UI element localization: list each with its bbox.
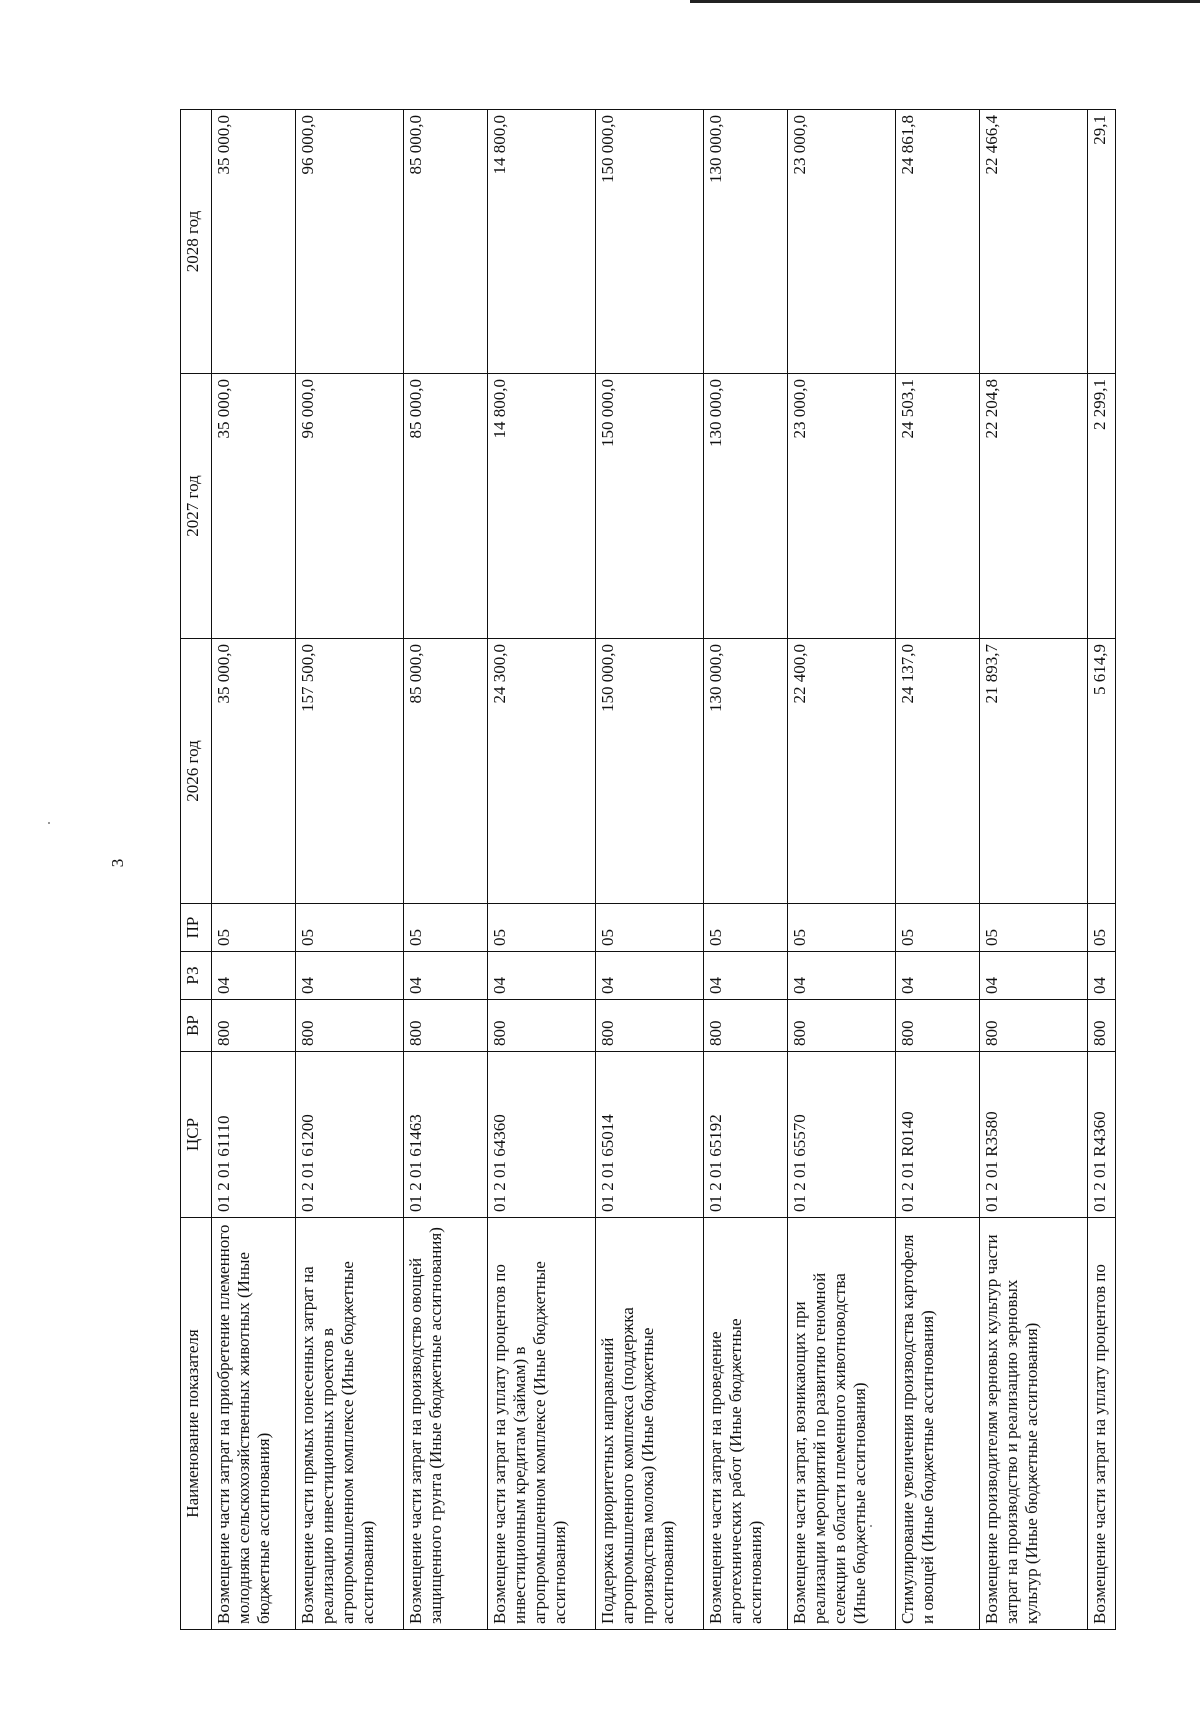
row-2028: 96 000,0 — [296, 110, 404, 374]
row-2028: 150 000,0 — [596, 110, 704, 374]
row-pr: 05 — [788, 904, 896, 952]
table-row — [704, 110, 788, 1630]
row-2028: 23 000,0 — [788, 110, 896, 374]
row-2026: 24 137,0 — [896, 639, 980, 904]
row-csr: 01 2 01 R3580 — [980, 1052, 1088, 1218]
row-2028: 85 000,0 — [404, 110, 488, 374]
header-vr: ВР — [181, 1000, 212, 1052]
row-vr: 800 — [488, 1000, 596, 1052]
row-2026: 85 000,0 — [404, 639, 488, 904]
row-2027: 14 800,0 — [488, 374, 596, 639]
header-2028: 2028 год — [181, 110, 212, 374]
row-name: Возмещение части затрат на уплату процентов по — [1088, 1218, 1116, 1630]
row-2026: 22 400,0 — [788, 639, 896, 904]
row-2027: 24 503,1 — [896, 374, 980, 639]
row-2026: 24 300,0 — [488, 639, 596, 904]
row-2027: 85 000,0 — [404, 374, 488, 639]
row-2027: 23 000,0 — [788, 374, 896, 639]
row-2026: 5 614,9 — [1088, 639, 1116, 904]
table-row — [488, 110, 596, 1630]
header-csr: ЦСР — [181, 1052, 212, 1218]
row-csr: 01 2 01 65570 — [788, 1052, 896, 1218]
row-pr: 05 — [980, 904, 1088, 952]
row-csr: 01 2 01 64360 — [488, 1052, 596, 1218]
row-vr: 800 — [1088, 1000, 1116, 1052]
table-row — [596, 110, 704, 1630]
row-vr: 800 — [896, 1000, 980, 1052]
row-2026: 130 000,0 — [704, 639, 788, 904]
scan-edge-line — [690, 0, 1200, 3]
row-csr: 01 2 01 61110 — [212, 1052, 296, 1218]
row-2027: 35 000,0 — [212, 374, 296, 639]
row-pr: 05 — [704, 904, 788, 952]
row-rz: 04 — [980, 952, 1088, 1000]
row-rz: 04 — [212, 952, 296, 1000]
row-rz: 04 — [896, 952, 980, 1000]
row-name: Возмещение части затрат на приобретение племенного молодняка сельскохозяйственных животных (Иные бюджетные ассигнования) — [212, 1218, 296, 1630]
row-pr: 05 — [596, 904, 704, 952]
row-vr: 800 — [980, 1000, 1088, 1052]
table-row — [296, 110, 404, 1630]
row-name: Возмещение части затрат на проведение агротехнических работ (Иные бюджетные ассигнования) — [704, 1218, 788, 1630]
table-header-row — [181, 110, 212, 1630]
row-pr: 05 — [212, 904, 296, 952]
row-name: Возмещение производителям зерновых культур части затрат на производство и реализацию зерновых культур (Иные бюджетные ассигнования) — [980, 1218, 1088, 1630]
header-2026: 2026 год — [181, 639, 212, 904]
table-row — [1088, 110, 1116, 1630]
row-rz: 04 — [704, 952, 788, 1000]
table-row — [980, 110, 1088, 1630]
row-csr: 01 2 01 R0140 — [896, 1052, 980, 1218]
row-csr: 01 2 01 65192 — [704, 1052, 788, 1218]
row-rz: 04 — [788, 952, 896, 1000]
table-row — [788, 110, 896, 1630]
row-2027: 130 000,0 — [704, 374, 788, 639]
row-2026: 21 893,7 — [980, 639, 1088, 904]
scan-speck — [48, 822, 50, 824]
row-csr: 01 2 01 R4360 — [1088, 1052, 1116, 1218]
row-2027: 150 000,0 — [596, 374, 704, 639]
row-2028: 24 861,8 — [896, 110, 980, 374]
table-row — [896, 110, 980, 1630]
table-row — [404, 110, 488, 1630]
row-pr: 05 — [296, 904, 404, 952]
row-vr: 800 — [296, 1000, 404, 1052]
row-2027: 2 299,1 — [1088, 374, 1116, 639]
header-2027: 2027 год — [181, 374, 212, 639]
header-rz: РЗ — [181, 952, 212, 1000]
row-2026: 35 000,0 — [212, 639, 296, 904]
row-vr: 800 — [704, 1000, 788, 1052]
row-2028: 22 466,4 — [980, 110, 1088, 374]
row-vr: 800 — [596, 1000, 704, 1052]
row-2027: 22 204,8 — [980, 374, 1088, 639]
row-name: Возмещение части затрат на производство овощей защищенного грунта (Иные бюджетные ассигнования) — [404, 1218, 488, 1630]
row-rz: 04 — [404, 952, 488, 1000]
row-rz: 04 — [296, 952, 404, 1000]
row-2026: 157 500,0 — [296, 639, 404, 904]
row-pr: 05 — [404, 904, 488, 952]
budget-table — [180, 109, 1116, 1630]
row-name: Возмещение части затрат, возникающих при реализации мероприятий по развитию геномной селекции в области племенного животноводства (Иные бюджетные ассигнования) — [788, 1218, 896, 1630]
row-rz: 04 — [1088, 952, 1116, 1000]
budget-table-rotated — [180, 110, 1160, 1630]
header-name: Наименование показателя — [181, 1218, 212, 1630]
header-pr: ПР — [181, 904, 212, 952]
row-csr: 01 2 01 65014 — [596, 1052, 704, 1218]
row-2026: 150 000,0 — [596, 639, 704, 904]
table-row — [212, 110, 296, 1630]
page-number: 3 — [108, 858, 127, 868]
row-2028: 130 000,0 — [704, 110, 788, 374]
row-pr: 05 — [1088, 904, 1116, 952]
row-rz: 04 — [596, 952, 704, 1000]
row-vr: 800 — [404, 1000, 488, 1052]
row-rz: 04 — [488, 952, 596, 1000]
row-pr: 05 — [488, 904, 596, 952]
row-name: Возмещение части затрат на уплату процентов по инвестиционным кредитам (займам) в агропромышленном комплексе (Иные бюджетные ассигнования) — [488, 1218, 596, 1630]
row-vr: 800 — [788, 1000, 896, 1052]
row-csr: 01 2 01 61200 — [296, 1052, 404, 1218]
row-csr: 01 2 01 61463 — [404, 1052, 488, 1218]
row-2027: 96 000,0 — [296, 374, 404, 639]
row-2028: 29,1 — [1088, 110, 1116, 374]
row-name: Возмещение части прямых понесенных затрат на реализацию инвестиционных проектов в агропромышленном комплексе (Иные бюджетные ассигнования) — [296, 1218, 404, 1630]
row-2028: 14 800,0 — [488, 110, 596, 374]
row-name: Поддержка приоритетных направлений агропромышленного комплекса (поддержка производства молока) (Иные бюджетные ассигнования) — [596, 1218, 704, 1630]
row-name: Стимулирование увеличения производства картофеля и овощей (Иные бюджетные ассигнования) — [896, 1218, 980, 1630]
row-2028: 35 000,0 — [212, 110, 296, 374]
row-vr: 800 — [212, 1000, 296, 1052]
row-pr: 05 — [896, 904, 980, 952]
